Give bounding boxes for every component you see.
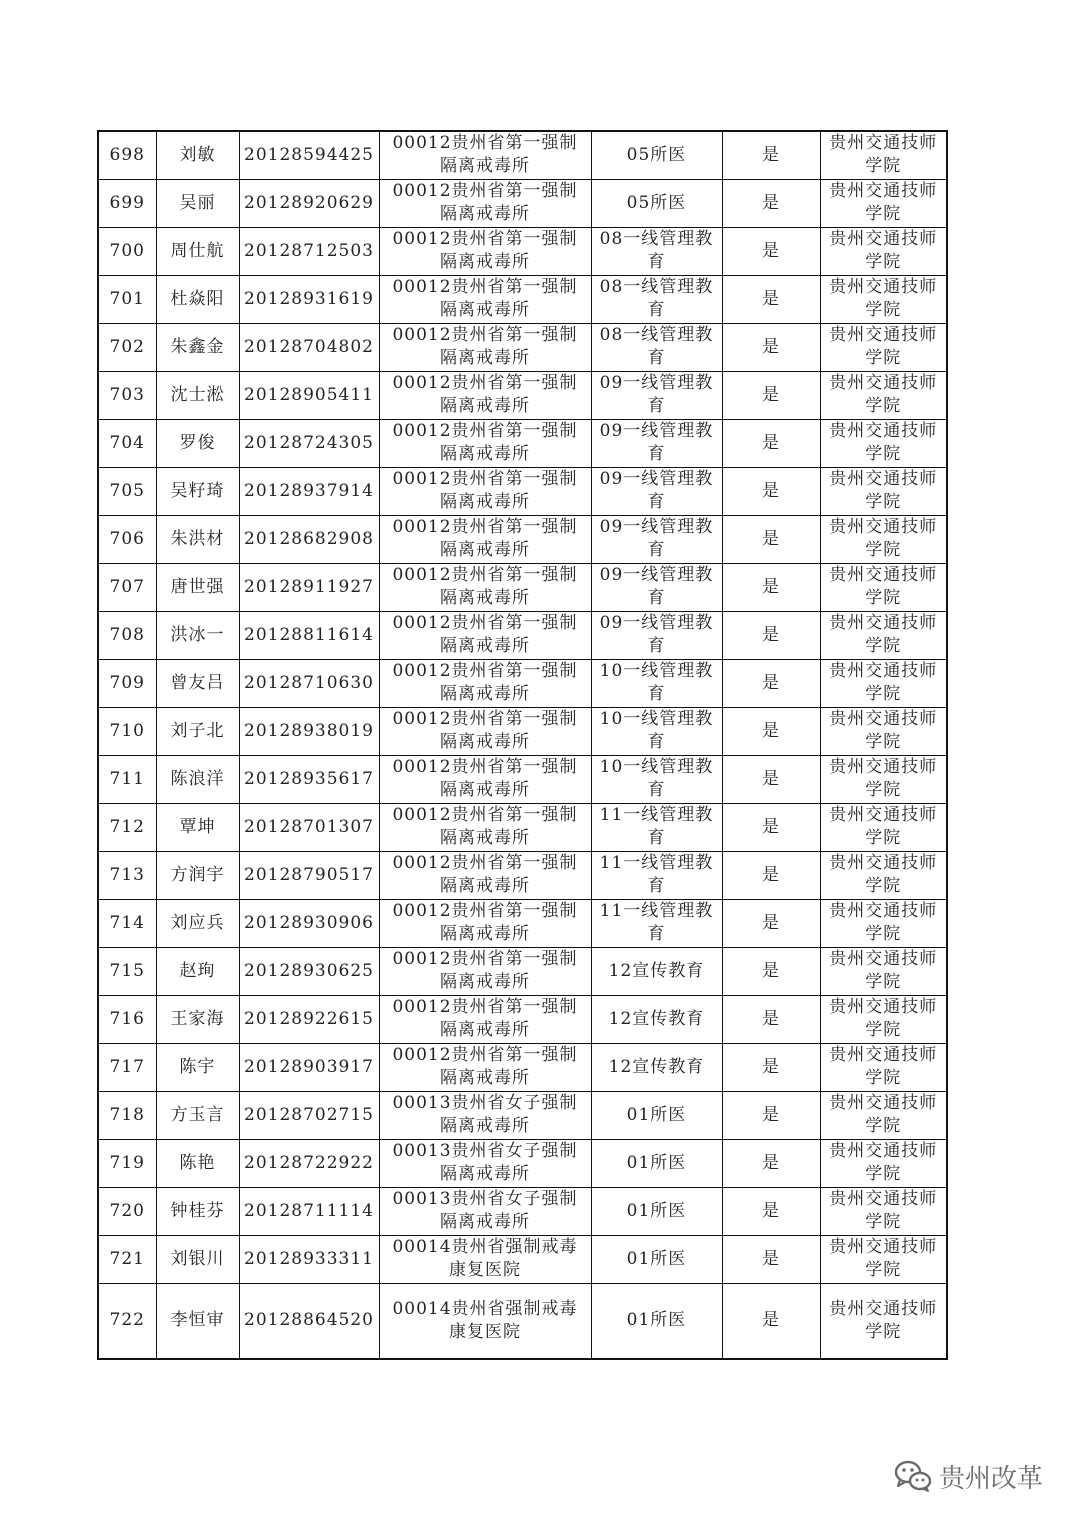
exam-venue-cell: 贵州交通技师学院 (820, 1091, 947, 1139)
exam-number-cell: 20128711114 (239, 1187, 379, 1235)
qualified-flag-cell: 是 (722, 371, 820, 419)
exam-venue-cell: 贵州交通技师学院 (820, 851, 947, 899)
watermark-text: 贵州改革 (939, 1463, 1044, 1494)
candidate-name-cell: 钟桂芬 (156, 1187, 239, 1235)
position-cell: 09一线管理教育 (591, 611, 722, 659)
row-number-cell: 722 (98, 1283, 156, 1359)
table-row (98, 707, 947, 755)
employer-unit-cell: 00012贵州省第一强制隔离戒毒所 (379, 851, 591, 899)
position-cell: 09一线管理教育 (591, 563, 722, 611)
qualified-flag-cell: 是 (722, 1091, 820, 1139)
row-number-cell: 705 (98, 467, 156, 515)
employer-unit-cell: 00012贵州省第一强制隔离戒毒所 (379, 707, 591, 755)
employer-unit-cell: 00012贵州省第一强制隔离戒毒所 (379, 899, 591, 947)
exam-venue-cell: 贵州交通技师学院 (820, 755, 947, 803)
employer-unit-cell: 00013贵州省女子强制隔离戒毒所 (379, 1139, 591, 1187)
table-row (98, 1091, 947, 1139)
exam-venue-cell: 贵州交通技师学院 (820, 563, 947, 611)
candidate-name-cell: 王家海 (156, 995, 239, 1043)
table-row (98, 323, 947, 371)
qualified-flag-cell: 是 (722, 1043, 820, 1091)
exam-number-cell: 20128933311 (239, 1235, 379, 1283)
employer-unit-cell: 00012贵州省第一强制隔离戒毒所 (379, 995, 591, 1043)
table-row (98, 803, 947, 851)
position-cell: 12宣传教育 (591, 1043, 722, 1091)
candidate-name-cell: 刘应兵 (156, 899, 239, 947)
table-row (98, 1283, 947, 1359)
position-cell: 09一线管理教育 (591, 515, 722, 563)
candidate-name-cell: 赵珣 (156, 947, 239, 995)
exam-number-cell: 20128931619 (239, 275, 379, 323)
employer-unit-cell: 00012贵州省第一强制隔离戒毒所 (379, 803, 591, 851)
candidate-name-cell: 周仕航 (156, 227, 239, 275)
employer-unit-cell: 00012贵州省第一强制隔离戒毒所 (379, 419, 591, 467)
account-watermark (893, 1456, 1043, 1496)
employer-unit-cell: 00013贵州省女子强制隔离戒毒所 (379, 1187, 591, 1235)
employer-unit-cell: 00012贵州省第一强制隔离戒毒所 (379, 371, 591, 419)
employer-unit-cell: 00012贵州省第一强制隔离戒毒所 (379, 179, 591, 227)
exam-venue-cell: 贵州交通技师学院 (820, 467, 947, 515)
qualified-flag-cell: 是 (722, 227, 820, 275)
exam-number-cell: 20128905411 (239, 371, 379, 419)
row-number-cell: 712 (98, 803, 156, 851)
exam-number-cell: 20128594425 (239, 131, 379, 179)
candidate-name-cell: 吴籽琦 (156, 467, 239, 515)
row-number-cell: 714 (98, 899, 156, 947)
row-number-cell: 718 (98, 1091, 156, 1139)
position-cell: 10一线管理教育 (591, 707, 722, 755)
qualified-flag-cell: 是 (722, 563, 820, 611)
exam-number-cell: 20128930906 (239, 899, 379, 947)
exam-number-cell: 20128790517 (239, 851, 379, 899)
exam-venue-cell: 贵州交通技师学院 (820, 419, 947, 467)
candidate-table (97, 130, 948, 1360)
employer-unit-cell: 00014贵州省强制戒毒康复医院 (379, 1283, 591, 1359)
position-cell: 08一线管理教育 (591, 227, 722, 275)
qualified-flag-cell: 是 (722, 947, 820, 995)
qualified-flag-cell: 是 (722, 515, 820, 563)
exam-venue-cell: 贵州交通技师学院 (820, 803, 947, 851)
exam-venue-cell: 贵州交通技师学院 (820, 611, 947, 659)
exam-venue-cell: 贵州交通技师学院 (820, 1235, 947, 1283)
exam-number-cell: 20128938019 (239, 707, 379, 755)
table-row (98, 1235, 947, 1283)
table-row (98, 947, 947, 995)
wechat-icon (893, 1459, 933, 1493)
exam-venue-cell: 贵州交通技师学院 (820, 227, 947, 275)
candidate-name-cell: 朱鑫金 (156, 323, 239, 371)
row-number-cell: 709 (98, 659, 156, 707)
exam-venue-cell: 贵州交通技师学院 (820, 707, 947, 755)
exam-number-cell: 20128724305 (239, 419, 379, 467)
qualified-flag-cell: 是 (722, 803, 820, 851)
position-cell: 05所医 (591, 179, 722, 227)
row-number-cell: 700 (98, 227, 156, 275)
employer-unit-cell: 00012贵州省第一强制隔离戒毒所 (379, 467, 591, 515)
exam-number-cell: 20128702715 (239, 1091, 379, 1139)
table-row (98, 131, 947, 179)
row-number-cell: 703 (98, 371, 156, 419)
exam-number-cell: 20128903917 (239, 1043, 379, 1091)
candidate-name-cell: 陈宇 (156, 1043, 239, 1091)
employer-unit-cell: 00012贵州省第一强制隔离戒毒所 (379, 563, 591, 611)
qualified-flag-cell: 是 (722, 467, 820, 515)
employer-unit-cell: 00012贵州省第一强制隔离戒毒所 (379, 611, 591, 659)
position-cell: 08一线管理教育 (591, 323, 722, 371)
employer-unit-cell: 00012贵州省第一强制隔离戒毒所 (379, 227, 591, 275)
exam-number-cell: 20128710630 (239, 659, 379, 707)
employer-unit-cell: 00012贵州省第一强制隔离戒毒所 (379, 659, 591, 707)
table-row (98, 1187, 947, 1235)
row-number-cell: 701 (98, 275, 156, 323)
row-number-cell: 704 (98, 419, 156, 467)
exam-number-cell: 20128811614 (239, 611, 379, 659)
candidate-name-cell: 李恒审 (156, 1283, 239, 1359)
candidate-name-cell: 唐世强 (156, 563, 239, 611)
position-cell: 11一线管理教育 (591, 803, 722, 851)
position-cell: 11一线管理教育 (591, 851, 722, 899)
candidate-name-cell: 陈艳 (156, 1139, 239, 1187)
position-cell: 11一线管理教育 (591, 899, 722, 947)
position-cell: 05所医 (591, 131, 722, 179)
qualified-flag-cell: 是 (722, 179, 820, 227)
position-cell: 09一线管理教育 (591, 371, 722, 419)
exam-venue-cell: 贵州交通技师学院 (820, 323, 947, 371)
qualified-flag-cell: 是 (722, 851, 820, 899)
candidate-name-cell: 方润宇 (156, 851, 239, 899)
position-cell: 08一线管理教育 (591, 275, 722, 323)
qualified-flag-cell: 是 (722, 899, 820, 947)
exam-number-cell: 20128911927 (239, 563, 379, 611)
qualified-flag-cell: 是 (722, 755, 820, 803)
candidate-name-cell: 杜焱阳 (156, 275, 239, 323)
candidate-name-cell: 覃坤 (156, 803, 239, 851)
table-row (98, 179, 947, 227)
candidate-name-cell: 罗俊 (156, 419, 239, 467)
table-row (98, 371, 947, 419)
candidate-name-cell: 刘子北 (156, 707, 239, 755)
exam-venue-cell: 贵州交通技师学院 (820, 1187, 947, 1235)
row-number-cell: 698 (98, 131, 156, 179)
exam-venue-cell: 贵州交通技师学院 (820, 1139, 947, 1187)
position-cell: 01所医 (591, 1139, 722, 1187)
qualified-flag-cell: 是 (722, 1235, 820, 1283)
table-row (98, 659, 947, 707)
table-row (98, 851, 947, 899)
qualified-flag-cell: 是 (722, 131, 820, 179)
table-row (98, 419, 947, 467)
qualified-flag-cell: 是 (722, 419, 820, 467)
exam-number-cell: 20128682908 (239, 515, 379, 563)
table-row (98, 1043, 947, 1091)
row-number-cell: 721 (98, 1235, 156, 1283)
employer-unit-cell: 00012贵州省第一强制隔离戒毒所 (379, 515, 591, 563)
position-cell: 01所医 (591, 1283, 722, 1359)
exam-number-cell: 20128935617 (239, 755, 379, 803)
exam-venue-cell: 贵州交通技师学院 (820, 659, 947, 707)
exam-number-cell: 20128701307 (239, 803, 379, 851)
table-row (98, 563, 947, 611)
row-number-cell: 719 (98, 1139, 156, 1187)
table-row (98, 275, 947, 323)
table-row (98, 755, 947, 803)
employer-unit-cell: 00012贵州省第一强制隔离戒毒所 (379, 1043, 591, 1091)
position-cell: 12宣传教育 (591, 947, 722, 995)
employer-unit-cell: 00013贵州省女子强制隔离戒毒所 (379, 1091, 591, 1139)
exam-venue-cell: 贵州交通技师学院 (820, 275, 947, 323)
row-number-cell: 716 (98, 995, 156, 1043)
position-cell: 01所医 (591, 1091, 722, 1139)
position-cell: 10一线管理教育 (591, 659, 722, 707)
qualified-flag-cell: 是 (722, 1187, 820, 1235)
qualified-flag-cell: 是 (722, 995, 820, 1043)
exam-venue-cell: 贵州交通技师学院 (820, 131, 947, 179)
candidate-name-cell: 吴丽 (156, 179, 239, 227)
employer-unit-cell: 00012贵州省第一强制隔离戒毒所 (379, 131, 591, 179)
row-number-cell: 715 (98, 947, 156, 995)
position-cell: 09一线管理教育 (591, 419, 722, 467)
exam-venue-cell: 贵州交通技师学院 (820, 899, 947, 947)
row-number-cell: 717 (98, 1043, 156, 1091)
employer-unit-cell: 00012贵州省第一强制隔离戒毒所 (379, 275, 591, 323)
row-number-cell: 711 (98, 755, 156, 803)
exam-venue-cell: 贵州交通技师学院 (820, 1043, 947, 1091)
table-row (98, 227, 947, 275)
table-row (98, 467, 947, 515)
exam-number-cell: 20128920629 (239, 179, 379, 227)
employer-unit-cell: 00012贵州省第一强制隔离戒毒所 (379, 947, 591, 995)
exam-venue-cell: 贵州交通技师学院 (820, 371, 947, 419)
table-row (98, 995, 947, 1043)
qualified-flag-cell: 是 (722, 1283, 820, 1359)
row-number-cell: 713 (98, 851, 156, 899)
exam-venue-cell: 贵州交通技师学院 (820, 515, 947, 563)
exam-venue-cell: 贵州交通技师学院 (820, 995, 947, 1043)
qualified-flag-cell: 是 (722, 659, 820, 707)
position-cell: 09一线管理教育 (591, 467, 722, 515)
employer-unit-cell: 00012贵州省第一强制隔离戒毒所 (379, 755, 591, 803)
row-number-cell: 708 (98, 611, 156, 659)
exam-number-cell: 20128864520 (239, 1283, 379, 1359)
candidate-name-cell: 陈浪洋 (156, 755, 239, 803)
position-cell: 01所医 (591, 1187, 722, 1235)
employer-unit-cell: 00014贵州省强制戒毒康复医院 (379, 1235, 591, 1283)
candidate-name-cell: 朱洪材 (156, 515, 239, 563)
exam-venue-cell: 贵州交通技师学院 (820, 179, 947, 227)
exam-number-cell: 20128937914 (239, 467, 379, 515)
table-row (98, 1139, 947, 1187)
exam-venue-cell: 贵州交通技师学院 (820, 1283, 947, 1359)
table-row (98, 611, 947, 659)
row-number-cell: 707 (98, 563, 156, 611)
candidate-name-cell: 洪冰一 (156, 611, 239, 659)
row-number-cell: 710 (98, 707, 156, 755)
position-cell: 01所医 (591, 1235, 722, 1283)
employer-unit-cell: 00012贵州省第一强制隔离戒毒所 (379, 323, 591, 371)
row-number-cell: 702 (98, 323, 156, 371)
exam-number-cell: 20128704802 (239, 323, 379, 371)
qualified-flag-cell: 是 (722, 1139, 820, 1187)
qualified-flag-cell: 是 (722, 611, 820, 659)
exam-number-cell: 20128712503 (239, 227, 379, 275)
table-row (98, 899, 947, 947)
row-number-cell: 720 (98, 1187, 156, 1235)
qualified-flag-cell: 是 (722, 323, 820, 371)
position-cell: 12宣传教育 (591, 995, 722, 1043)
candidate-name-cell: 刘敏 (156, 131, 239, 179)
position-cell: 10一线管理教育 (591, 755, 722, 803)
candidate-name-cell: 刘银川 (156, 1235, 239, 1283)
exam-venue-cell: 贵州交通技师学院 (820, 947, 947, 995)
row-number-cell: 699 (98, 179, 156, 227)
qualified-flag-cell: 是 (722, 707, 820, 755)
exam-number-cell: 20128722922 (239, 1139, 379, 1187)
table-row (98, 515, 947, 563)
exam-number-cell: 20128922615 (239, 995, 379, 1043)
exam-number-cell: 20128930625 (239, 947, 379, 995)
candidate-name-cell: 方玉言 (156, 1091, 239, 1139)
row-number-cell: 706 (98, 515, 156, 563)
candidate-name-cell: 曾友吕 (156, 659, 239, 707)
candidate-name-cell: 沈士淞 (156, 371, 239, 419)
qualified-flag-cell: 是 (722, 275, 820, 323)
